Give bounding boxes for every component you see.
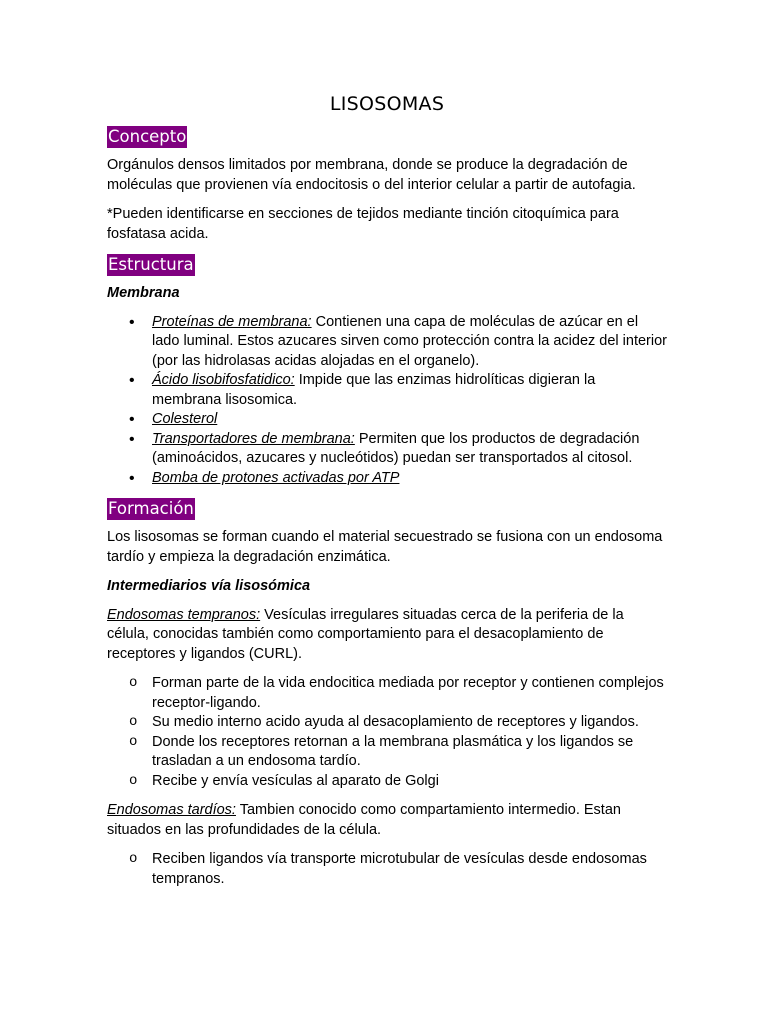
circle-bullet-icon: o <box>129 714 138 730</box>
subheading-membrana: Membrana <box>107 285 180 301</box>
list-item-term: Bomba de protones activadas por ATP <box>152 469 400 486</box>
list-item-term: Proteínas de membrana: <box>152 313 312 330</box>
endosomas-tardios-paragraph <box>107 801 667 840</box>
section-heading-estructura: Estructura <box>108 255 194 274</box>
subheading-intermediarios: Intermediarios vía lisosómica <box>107 578 311 594</box>
concepto-paragraph-2: *Pueden identificarse en secciones de tejidos mediante tinción citoquímica para fosfatasa acida. <box>107 206 619 242</box>
list-item <box>152 430 667 469</box>
endosomas-tardios-term: Endosomas tardíos: <box>107 802 236 818</box>
list-item <box>152 371 667 410</box>
list-item <box>129 772 667 792</box>
endosomas-tardios-text: Tambien conocido como compartamiento intermedio. Estan situados en las profundidades de la célula. <box>107 802 621 838</box>
document-body <box>107 90 667 899</box>
list-item-term: Ácido lisobifosfatidico: <box>152 372 295 388</box>
list-item-text: Forman parte de la vida endocitica mediada por receptor y contienen complejos receptor-ligando. <box>152 675 664 711</box>
list-item-text: Recibe y envía vesículas al aparato de Golgi <box>152 772 439 789</box>
list-item-text: Impide que las enzimas hidrolíticas digieran la membrana lisosomica. <box>152 372 596 408</box>
list-item <box>129 850 667 889</box>
endosomas-tempranos-text: Vesículas irregulares situadas cerca de la periferia de la célula, conocidas también como comportamiento para el desacoplamiento de receptores y ligandos (CURL). <box>107 606 624 662</box>
endosomas-tempranos-list <box>107 674 667 791</box>
document-title: LISOSOMAS <box>329 93 445 115</box>
list-item <box>129 713 667 733</box>
list-item <box>152 313 667 372</box>
list-item <box>129 674 667 713</box>
concepto-paragraph-1: Orgánulos densos limitados por membrana, donde se produce la degradación de moléculas que provienen vía endocitosis o del interior celular a partir de autofagia. <box>107 157 636 193</box>
membrana-list <box>107 313 667 489</box>
list-item-text: Contienen una capa de moléculas de azúcar en el lado luminal. Estos azucares sirven como protección contra la acidez del interior (por las hidrolasas acidas alojadas en el organelo). <box>152 313 667 369</box>
endosomas-tempranos-term: Endosomas tempranos: <box>107 606 261 623</box>
circle-bullet-icon: o <box>129 733 138 750</box>
list-item-text: Donde los receptores retornan a la membrana plasmática y los ligandos se trasladan a un endosoma tardío. <box>152 733 634 769</box>
list-item-text: Su medio interno acido ayuda al desacoplamiento de receptores y ligandos. <box>152 714 639 730</box>
list-item <box>152 410 667 430</box>
circle-bullet-icon: o <box>129 772 138 789</box>
list-item-term: Colesterol <box>152 411 218 427</box>
list-item-text: Permiten que los productos de degradación (aminoácidos, azucares y nucleótidos) puedan ser transportados al citosol. <box>152 430 640 466</box>
circle-bullet-icon: o <box>129 675 138 691</box>
list-item-term: Transportadores de membrana: <box>152 430 355 447</box>
formacion-paragraph: Los lisosomas se forman cuando el material secuestrado se fusiona con un endosoma tardío y empieza la degradación enzimática. <box>107 529 663 565</box>
endosomas-tardios-list <box>107 850 667 889</box>
list-item <box>129 733 667 772</box>
section-heading-formacion: Formación <box>108 499 194 518</box>
endosomas-tempranos-paragraph <box>107 606 667 665</box>
circle-bullet-icon: o <box>129 851 138 867</box>
list-item-text: Reciben ligandos vía transporte microtubular de vesículas desde endosomas tempranos. <box>152 851 647 887</box>
section-heading-concepto: Concepto <box>108 127 187 146</box>
list-item <box>152 469 667 489</box>
